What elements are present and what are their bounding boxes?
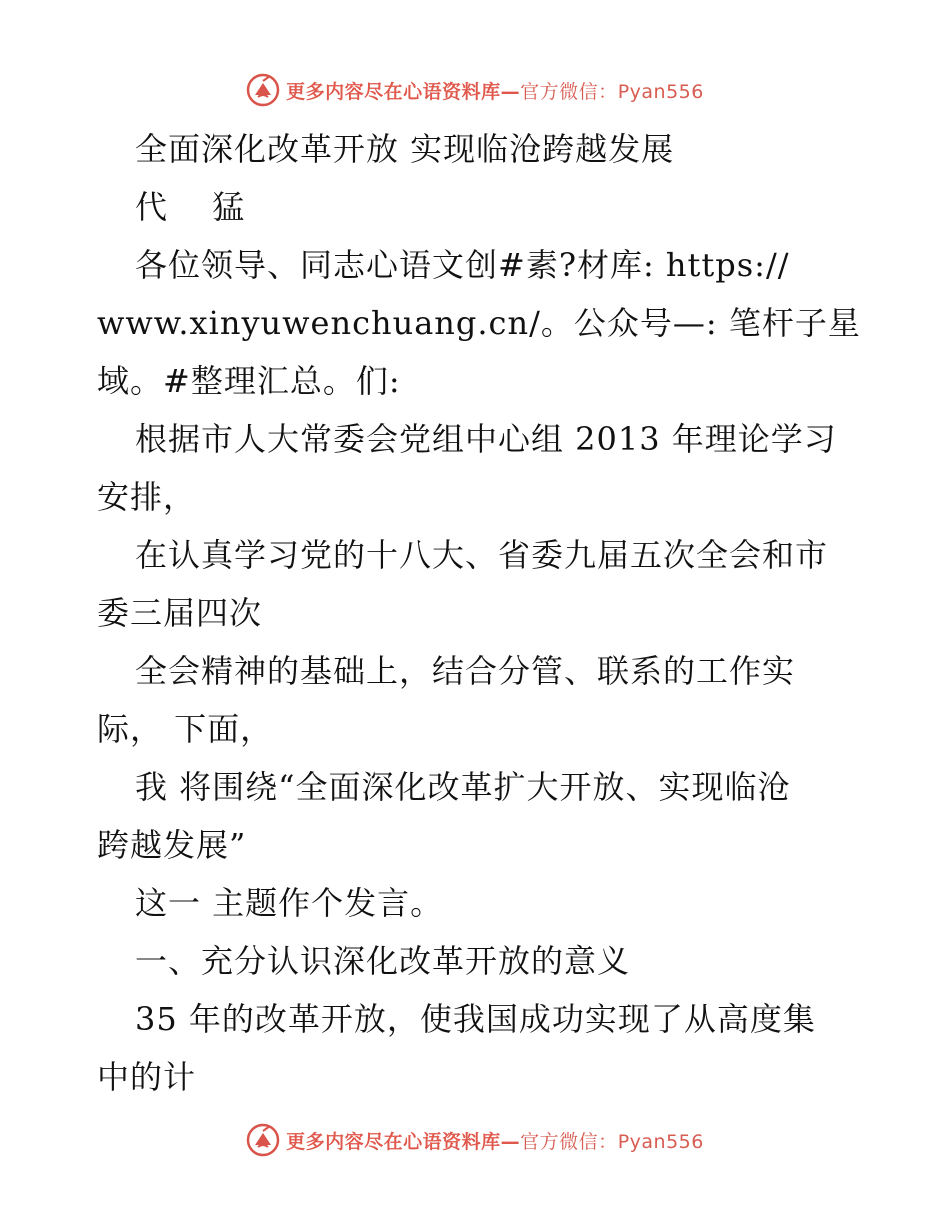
text-line: 35 年的改革开放，使我国成功实现了从高度集 xyxy=(135,1000,816,1038)
banner-text xyxy=(286,77,704,104)
text-line: 这一 主题作个发言。 xyxy=(135,884,444,922)
document-title: 全面深化改革开放 实现临沧跨越发展 xyxy=(135,130,675,168)
wechat-label: 官方微信： xyxy=(520,1130,618,1153)
text-line: 安排， xyxy=(97,478,197,516)
text-line: 在认真学习党的十八大、省委九届五次全会和市 xyxy=(135,536,829,574)
document-body xyxy=(97,120,861,1106)
text-line: 各位领导、同志心语文创#素?材库: https:// xyxy=(135,246,790,284)
wechat-label: 官方微信： xyxy=(520,80,618,103)
banner-slogan: 更多内容尽在心语资料库— xyxy=(286,80,521,103)
footer-banner xyxy=(0,1120,950,1160)
banner-text xyxy=(286,1127,704,1154)
wechat-id: Pyan556 xyxy=(617,80,704,103)
text-line: 域。#整理汇总。们: xyxy=(97,362,401,400)
text-line: 我 将围绕“全面深化改革扩大开放、实现临沧 xyxy=(135,768,791,806)
author-name: 代 猛 xyxy=(135,188,246,226)
wechat-id: Pyan556 xyxy=(617,1130,704,1153)
text-line: 全会精神的基础上，结合分管、联系的工作实 xyxy=(135,652,796,690)
text-line: 根据市人大常委会党组中心组 2013 年理论学习 xyxy=(135,420,837,458)
book-quill-icon xyxy=(246,1123,280,1157)
text-line: 委三届四次 xyxy=(97,594,263,632)
text-line: 跨越发展” xyxy=(97,826,247,864)
header-banner xyxy=(0,70,950,110)
text-line: 一、充分认识深化改革开放的意义 xyxy=(135,942,631,980)
text-line: 中的计 xyxy=(97,1058,197,1096)
text-line: 际， 下面， xyxy=(97,710,274,748)
banner-slogan: 更多内容尽在心语资料库— xyxy=(286,1130,521,1153)
book-quill-icon xyxy=(246,73,280,107)
text-line: www.xinyuwenchuang.cn/。公众号—: 笔杆子星 xyxy=(97,304,861,342)
